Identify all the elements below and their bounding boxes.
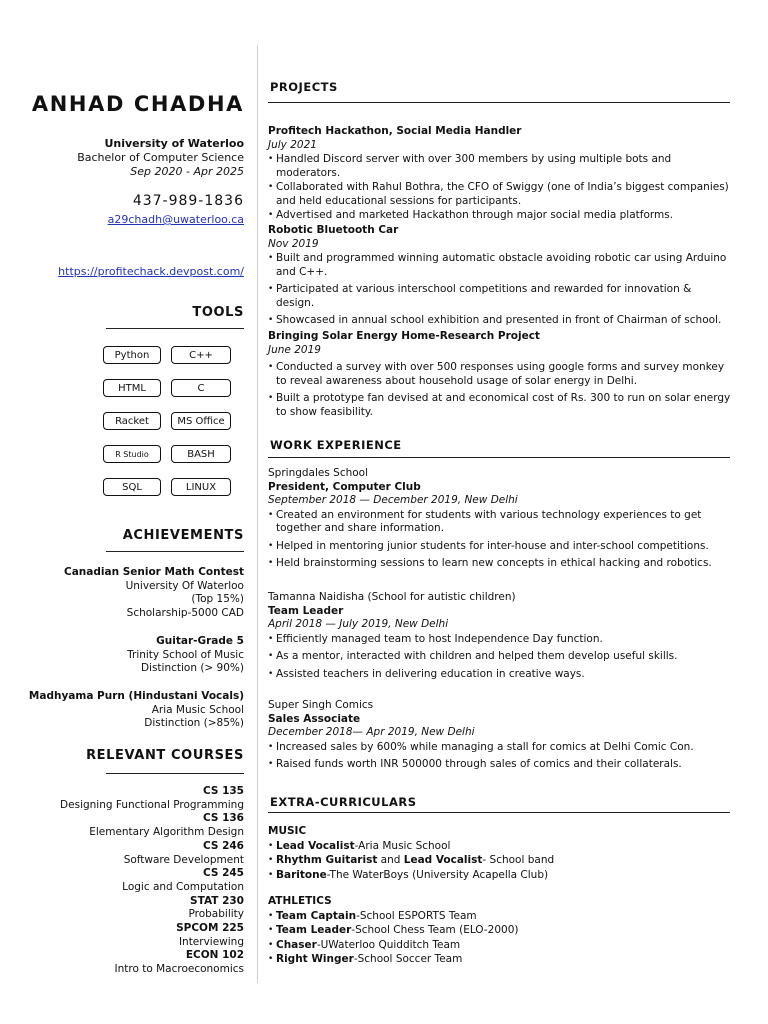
athletics-detail: -School Soccer Team — [353, 953, 463, 965]
job-date: April 2018 — July 2019, New Delhi — [268, 618, 449, 630]
achievements-divider — [106, 551, 244, 552]
project-bullet: • Built and programmed winning automatic obstacle avoiding robotic car using Arduino and C++. — [268, 252, 732, 279]
course-name: Probability — [188, 908, 244, 921]
project-title: Profitech Hackathon, Social Media Handler — [268, 125, 522, 137]
course-name: Intro to Macroeconomics — [114, 963, 244, 976]
achievement-detail: (Top 15%) — [191, 593, 244, 605]
achievement-item — [0, 635, 244, 676]
job-item — [268, 591, 732, 681]
job-org: Springdales School — [268, 467, 369, 479]
tools-divider — [106, 328, 244, 329]
achievement-item — [0, 690, 244, 731]
project-bullet: • Conducted a survey with over 500 responses using google forms and survey monkey to reveal awareness about household usage of solar energy in Delhi. — [268, 361, 732, 388]
tool-badge: LINUX — [171, 478, 231, 496]
project-date: Nov 2019 — [268, 237, 319, 250]
athletics-item — [268, 953, 732, 967]
project-title: Bringing Solar Energy Home-Research Project — [268, 330, 540, 342]
job-org: Tamanna Naidisha (School for autistic children) — [268, 591, 516, 603]
athletics-role: Right Winger — [276, 953, 354, 965]
music-item — [268, 869, 732, 883]
music-item — [268, 840, 732, 854]
job-bullet: • Held brainstorming sessions to learn new concepts in ethical hacking and robotics. — [268, 557, 732, 571]
music-heading: MUSIC — [268, 825, 307, 837]
achievement-detail: Scholarship-5000 CAD — [126, 606, 244, 619]
job-bullet: • As a mentor, interacted with children and helped them develop useful skills. — [268, 650, 732, 664]
courses-divider — [106, 773, 244, 774]
music-role: Lead Vocalist — [276, 839, 355, 852]
athletics-detail: -School ESPORTS Team — [356, 909, 477, 922]
project-bullet: • Built a prototype fan devised at and economical cost of Rs. 300 to run on solar energy to show feasibility. — [268, 392, 732, 419]
courses-list — [0, 785, 244, 977]
projects-heading: PROJECTS — [270, 80, 338, 94]
tool-badge: Python — [103, 346, 161, 364]
achievement-detail: University Of Waterloo — [125, 579, 244, 592]
athletics-detail: -UWaterloo Quidditch Team — [316, 938, 461, 951]
achievements-heading: ACHIEVEMENTS — [122, 528, 244, 543]
website-link[interactable]: https://profitechack.devpost.com/ — [58, 265, 244, 278]
achievement-detail: Aria Music School — [151, 703, 244, 716]
course-code: CS 136 — [202, 812, 244, 825]
athletics-role: Team Leader — [276, 924, 352, 936]
music-detail: and — [377, 854, 404, 866]
column-divider — [257, 45, 258, 983]
phone-number: 437-989-1836 — [132, 193, 244, 209]
athletics-item — [268, 939, 732, 953]
athletics-role: Chaser — [276, 938, 317, 951]
music-item — [268, 854, 732, 868]
music-role: Lead Vocalist — [403, 854, 483, 866]
tool-badge: Racket — [103, 412, 161, 430]
university: University of Waterloo — [104, 137, 244, 150]
achievement-detail: Distinction (> 90%) — [140, 662, 244, 674]
job-role: Sales Associate — [268, 712, 361, 725]
tools-heading: TOOLS — [192, 305, 244, 320]
projects-divider — [268, 102, 730, 103]
tool-badge: MS Office — [171, 412, 231, 430]
project-item — [268, 330, 732, 419]
tools-grid — [100, 346, 240, 496]
course-name: Designing Functional Programming — [60, 798, 244, 811]
course-name: Software Development — [123, 853, 244, 866]
course-name: Interviewing — [178, 935, 244, 948]
achievement-title: Canadian Senior Math Contest — [64, 566, 244, 578]
tool-badge: C — [171, 379, 231, 397]
project-bullet: • Advertised and marketed Hackathon through major social media platforms. — [268, 209, 732, 223]
job-item — [268, 467, 732, 571]
athletics-role: Team Captain — [276, 909, 357, 922]
job-org: Super Singh Comics — [268, 699, 374, 711]
music-role: Rhythm Guitarist — [276, 854, 378, 866]
job-role: President, Computer Club — [268, 480, 421, 493]
work-divider — [268, 457, 730, 458]
job-bullet: • Assisted teachers in delivering education in creative ways. — [268, 668, 732, 682]
athletics-item — [268, 910, 732, 924]
job-role: Team Leader — [268, 604, 344, 617]
tool-badge: HTML — [103, 379, 161, 397]
project-bullet: • Handled Discord server with over 300 members by using multiple bots and moderators. — [268, 153, 732, 180]
athletics-detail: -School Chess Team (ELO-2000) — [351, 924, 519, 936]
music-block — [268, 825, 732, 882]
course-code: SPCOM 225 — [176, 922, 244, 935]
job-date: December 2018— Apr 2019, New Delhi — [268, 726, 475, 738]
music-role: Baritone — [276, 868, 327, 881]
email-link[interactable]: a29chadh@uwaterloo.ca — [107, 213, 244, 226]
achievement-title: Madhyama Purn (Hindustani Vocals) — [28, 690, 244, 702]
athletics-item — [268, 924, 732, 938]
degree: Bachelor of Computer Science — [77, 151, 244, 164]
course-code: CS 246 — [202, 839, 244, 852]
project-date: July 2021 — [268, 138, 317, 151]
tool-badge: C++ — [171, 346, 231, 364]
job-bullet: • Increased sales by 600% while managing a stall for comics at Delhi Comic Con. — [268, 741, 732, 755]
course-code: ECON 102 — [185, 949, 244, 962]
extra-heading: EXTRA-CURRICULARS — [270, 795, 417, 809]
job-bullet: • Created an environment for students with various technology experiences to get together and share information. — [268, 509, 732, 536]
course-name: Logic and Computation — [122, 880, 244, 893]
study-dates: Sep 2020 - Apr 2025 — [130, 165, 244, 178]
project-bullet: • Showcased in annual school exhibition and presented in front of Chairman of school. — [268, 314, 732, 328]
courses-heading: RELEVANT COURSES — [86, 748, 244, 763]
achievement-title: Guitar-Grade 5 — [156, 635, 244, 647]
job-date: September 2018 — December 2019, New Delhi — [268, 494, 518, 506]
job-bullet: • Efficiently managed team to host Independence Day function. — [268, 633, 732, 647]
achievement-detail: Distinction (>85%) — [144, 717, 244, 729]
athletics-heading: ATHLETICS — [268, 895, 332, 907]
music-detail: - School band — [482, 854, 555, 866]
candidate-name: ANHAD CHADHA — [31, 92, 244, 116]
extra-divider — [268, 812, 730, 813]
achievement-item — [0, 566, 244, 620]
tool-badge: R Studio — [103, 445, 161, 463]
job-bullet: • Raised funds worth INR 500000 through sales of comics and their collaterals. — [268, 758, 732, 772]
right-column — [268, 0, 732, 1000]
work-heading: WORK EXPERIENCE — [270, 438, 402, 452]
tool-badge: BASH — [171, 445, 231, 463]
course-code: CS 245 — [202, 867, 244, 880]
project-bullet: • Participated at various interschool competitions and rewarded for innovation & design. — [268, 283, 732, 310]
tool-badge: SQL — [103, 478, 161, 496]
project-bullet: • Collaborated with Rahul Bothra, the CFO of Swiggy (one of India’s biggest companies) and held educational sessions for participants. — [268, 181, 732, 208]
course-name: Elementary Algorithm Design — [89, 826, 244, 839]
athletics-block — [268, 895, 732, 967]
achievement-detail: Trinity School of Music — [127, 648, 244, 661]
project-item — [268, 224, 732, 328]
project-date: June 2019 — [268, 343, 321, 356]
job-item — [268, 699, 732, 772]
course-code: STAT 230 — [190, 894, 244, 907]
project-title: Robotic Bluetooth Car — [268, 224, 399, 236]
music-detail: -Aria Music School — [354, 839, 451, 852]
course-code: CS 135 — [202, 785, 244, 797]
left-column — [0, 0, 244, 1000]
job-bullet: • Helped in mentoring junior students for inter-house and inter-school competitions. — [268, 540, 732, 554]
music-detail: -The WaterBoys (University Acapella Club) — [326, 868, 549, 881]
project-item — [268, 125, 732, 223]
